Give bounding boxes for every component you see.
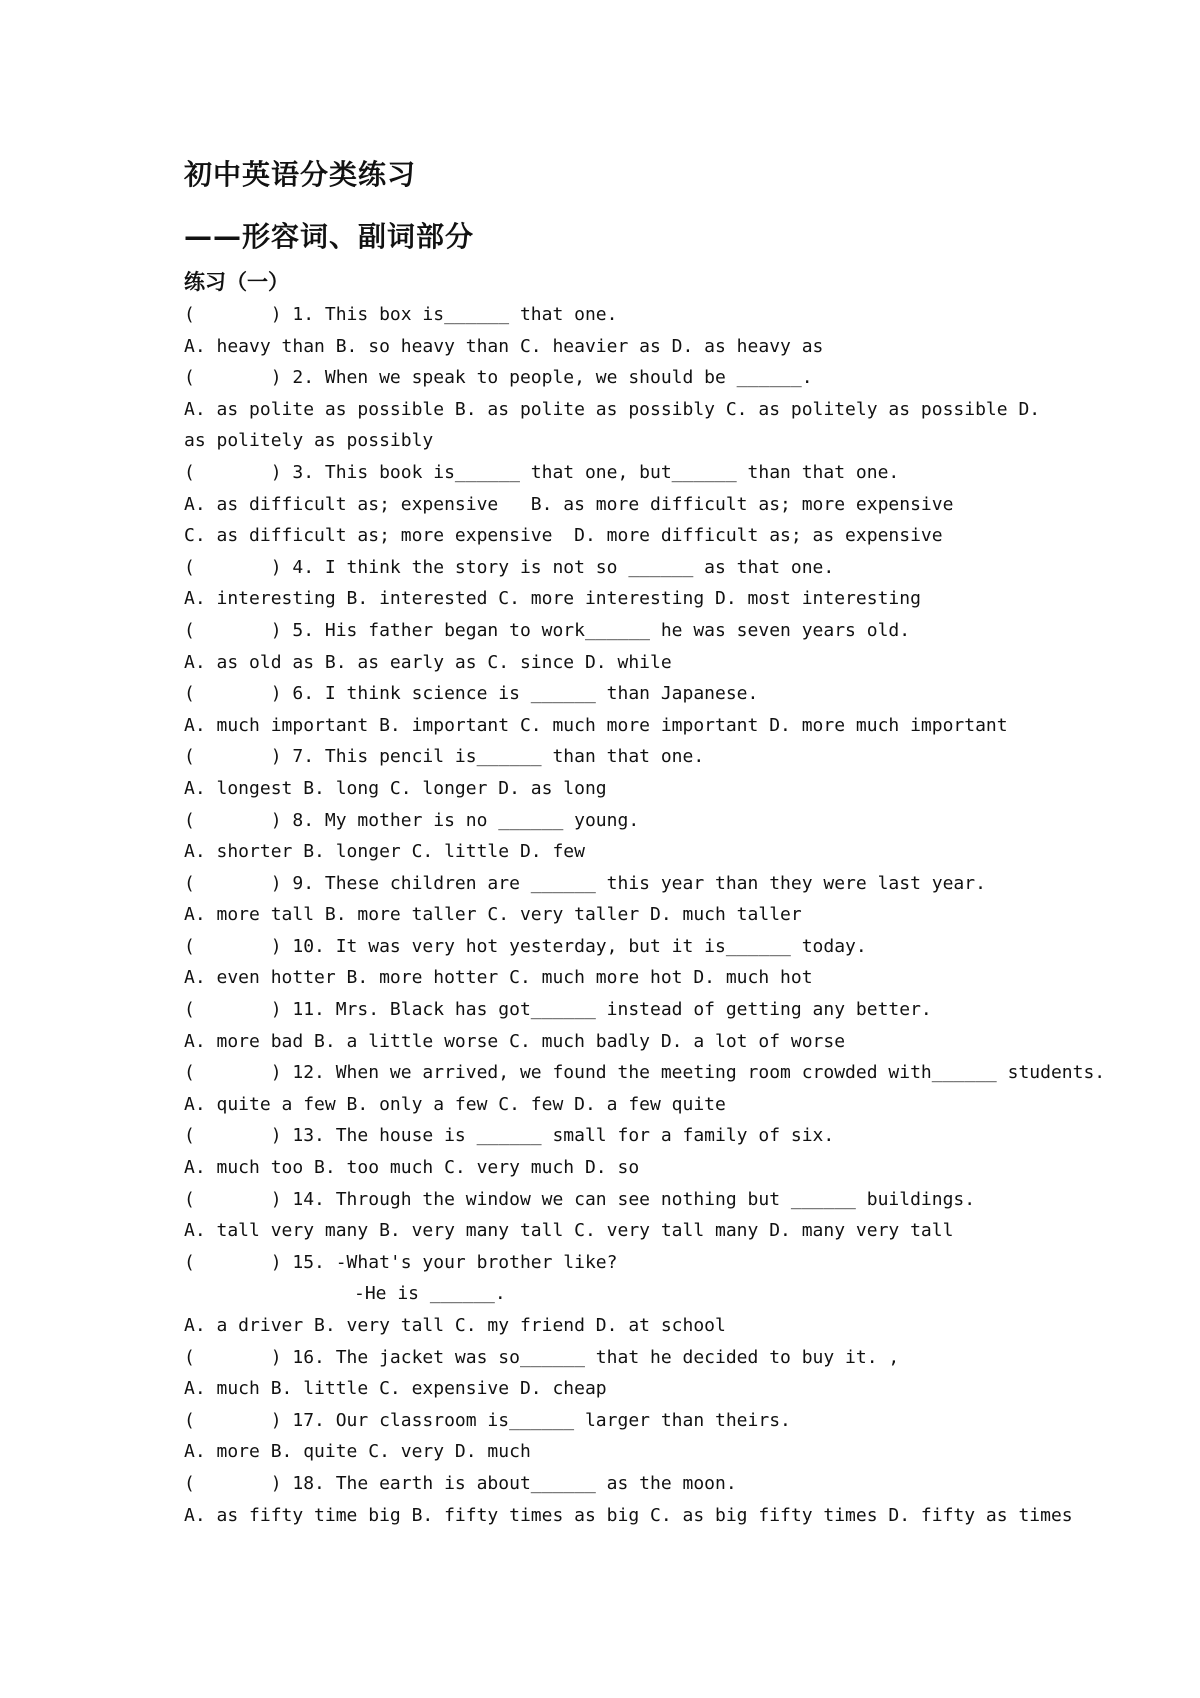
- options-line: C. as difficult as; more expensive D. more difficult as; as expensive: [184, 525, 943, 547]
- question-line: ( ) 4. I think the story is not so ______ as that one.: [184, 556, 835, 578]
- question-line: ( ) 1. This box is______ that one.: [184, 304, 618, 325]
- options-line: A. tall very many B. very many tall C. very tall many D. many very tall: [184, 1220, 954, 1242]
- question-line: ( ) 9. These children are ______ this year than they were last year.: [184, 872, 986, 894]
- answer-line: -He is ______.: [354, 1283, 506, 1305]
- question-line: ( ) 7. This pencil is______ than that one.: [184, 746, 705, 768]
- options-line: A. a driver B. very tall C. my friend D. at school: [184, 1315, 726, 1336]
- section-heading: 练习（一）: [184, 270, 289, 294]
- options-line: A. much important B. important C. much more important D. more much important: [184, 714, 1008, 736]
- options-line: A. heavy than B. so heavy than C. heavier as D. as heavy as: [184, 335, 824, 357]
- document-title: 初中英语分类练习: [184, 158, 417, 191]
- document-subtitle: ——形容词、副词部分: [184, 220, 475, 253]
- question-line: ( ) 17. Our classroom is______ larger than theirs.: [184, 1409, 791, 1431]
- options-line: A. more tall B. more taller C. very taller D. much taller: [184, 904, 802, 926]
- options-line: A. much B. little C. expensive D. cheap: [184, 1378, 607, 1400]
- question-line: ( ) 18. The earth is about______ as the moon.: [184, 1472, 737, 1494]
- options-line: A. more bad B. a little worse C. much badly D. a lot of worse: [184, 1030, 846, 1052]
- question-line: ( ) 5. His father began to work______ he was seven years old.: [184, 619, 911, 641]
- options-line: A. as fifty time big B. fifty times as big C. as big fifty times D. fifty as times: [184, 1504, 1073, 1526]
- question-line: ( ) 11. Mrs. Black has got______ instead of getting any better.: [184, 999, 932, 1021]
- question-line: ( ) 8. My mother is no ______ young.: [184, 809, 640, 831]
- options-line: A. as polite as possible B. as polite as possibly C. as politely as possible D.: [184, 398, 1041, 420]
- options-line: A. longest B. long C. longer D. as long: [184, 777, 607, 799]
- question-line: ( ) 10. It was very hot yesterday, but it is______ today.: [184, 935, 867, 957]
- options-line: A. shorter B. longer C. little D. few: [184, 841, 585, 863]
- question-line: ( ) 13. The house is ______ small for a family of six.: [184, 1125, 835, 1147]
- question-line: ( ) 16. The jacket was so______ that he decided to buy it. ,: [184, 1346, 900, 1368]
- options-line: A. interesting B. interested C. more interesting D. most interesting: [184, 588, 921, 610]
- options-line: A. as difficult as; expensive B. as more difficult as; more expensive: [184, 493, 954, 515]
- options-line: A. more B. quite C. very D. much: [184, 1441, 531, 1463]
- question-line: ( ) 3. This book is______ that one, but______ than that one.: [184, 461, 900, 483]
- options-line: as politely as possibly: [184, 430, 434, 452]
- options-line: A. even hotter B. more hotter C. much more hot D. much hot: [184, 967, 813, 989]
- options-line: A. as old as B. as early as C. since D. while: [184, 651, 672, 673]
- exercise-list: [184, 299, 1106, 1531]
- document-page: [184, 155, 1106, 1531]
- question-line: ( ) 14. Through the window we can see nothing but ______ buildings.: [184, 1188, 976, 1210]
- question-line: ( ) 12. When we arrived, we found the meeting room crowded with______ students.: [184, 1062, 1106, 1084]
- question-line: ( ) 6. I think science is ______ than Japanese.: [184, 683, 759, 705]
- question-line: ( ) 2. When we speak to people, we should be ______.: [184, 367, 813, 389]
- options-line: A. much too B. too much C. very much D. so: [184, 1157, 640, 1179]
- question-line: ( ) 15. -What's your brother like?: [184, 1251, 618, 1273]
- options-line: A. quite a few B. only a few C. few D. a few quite: [184, 1093, 726, 1115]
